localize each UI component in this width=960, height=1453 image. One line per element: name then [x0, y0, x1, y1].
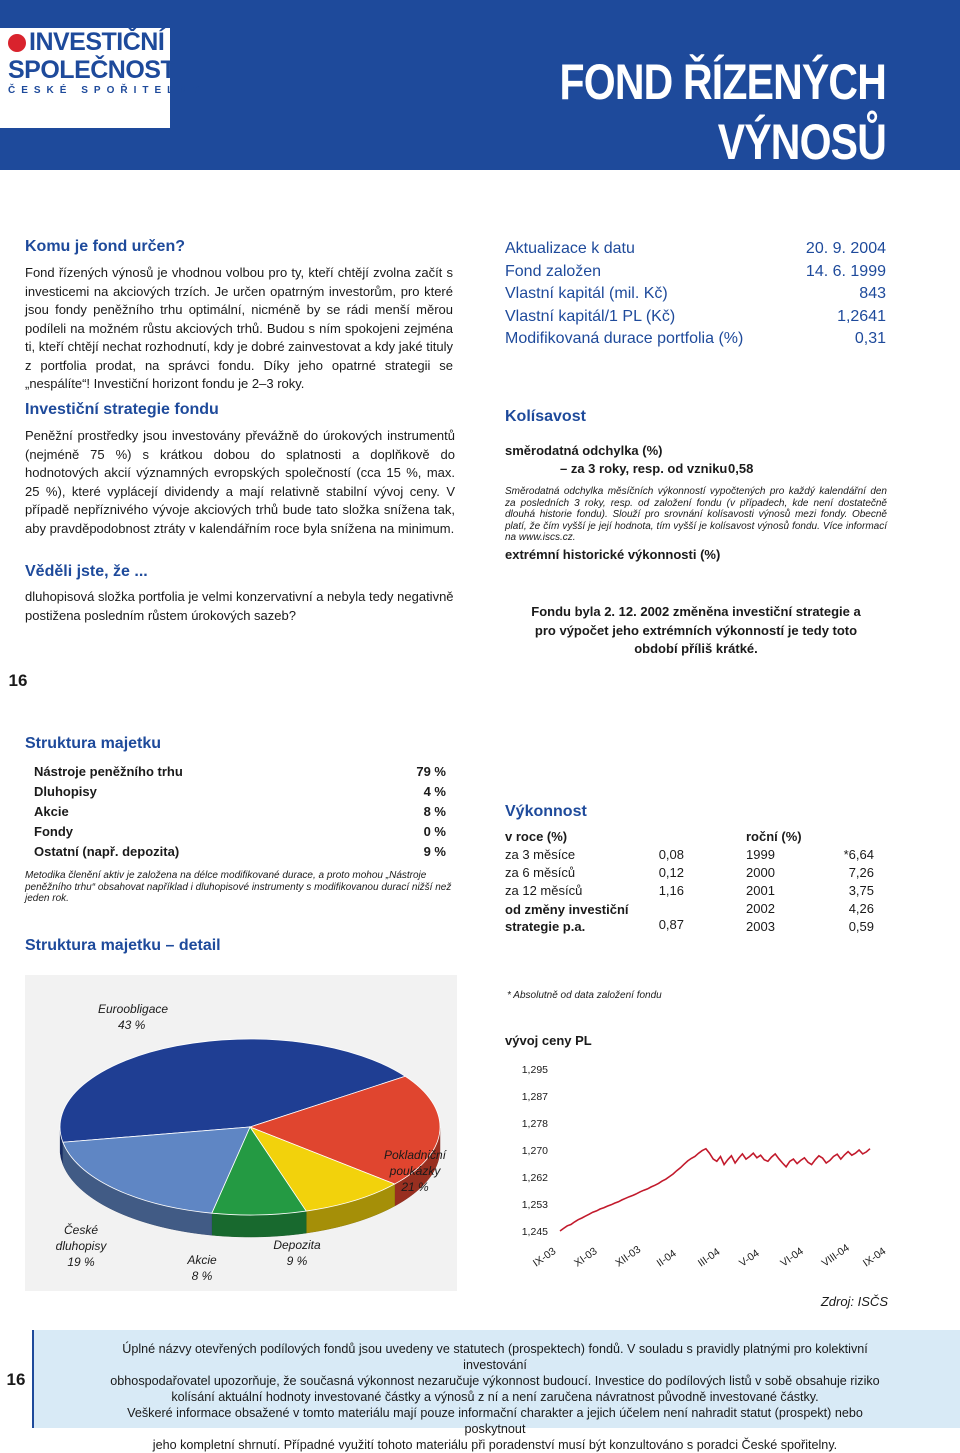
x-tick-label: XII-03 [613, 1243, 644, 1270]
pie-label-name: České [63, 1223, 98, 1237]
x-tick-label: VIII-04 [819, 1241, 852, 1270]
performance-heading: Výkonnost [505, 803, 587, 820]
allocation-heading: Struktura majetku [25, 735, 162, 752]
fact-value: 14. 6. 1999 [805, 262, 886, 280]
sd-value: 0,58 [728, 461, 754, 476]
fact-label: Fond založen [505, 262, 602, 280]
allocation-label: Dluhopisy [34, 784, 97, 799]
allocation-detail-heading: Struktura majetku – detail [25, 937, 221, 954]
pie-label-depozita [270, 1237, 324, 1269]
x-tick-label: IX-03 [530, 1245, 559, 1270]
allocation-table [34, 762, 446, 862]
fact-row [505, 261, 886, 284]
perf-year-value: *6,64 [843, 847, 874, 862]
fact-value: 1,2641 [837, 307, 886, 325]
page-number-box [0, 1330, 34, 1428]
allocation-label: Fondy [34, 824, 73, 839]
x-tick-label: IX-04 [860, 1245, 889, 1270]
logo-line3: ČESKÉ SPOŘITELNY [8, 85, 206, 96]
didyouknow-heading: Věděli jste, že ... [25, 563, 148, 580]
pie-label-pct: 8 % [191, 1269, 213, 1283]
x-tick-label: III-04 [695, 1245, 723, 1270]
fact-label: Modifikovaná durace portfolia (%) [505, 330, 744, 347]
fact-label: Vlastní kapitál (mil. Kč) [505, 285, 668, 302]
allocation-row [34, 842, 446, 862]
perf-footnote: * Absolutně od data založení fondu [507, 990, 662, 1001]
fact-value: 0,31 [854, 330, 886, 347]
pie-label-pct: 9 % [286, 1254, 308, 1268]
fact-label: Vlastní kapitál/1 PL (Kč) [505, 307, 676, 325]
logo-line2: SPOLEČNOST [8, 56, 176, 84]
perf-year: 1999 [746, 847, 775, 862]
perf-left-label: za 6 měsíců [505, 865, 576, 880]
y-tick-label: 1,245 [521, 1226, 548, 1238]
footer-line: kolísání aktuální hodnoty investované částky a výnosů z ní a není zaručena návratnost původně investované částky. [171, 1390, 819, 1404]
pie-label-pct: 21 % [401, 1180, 429, 1194]
y-tick-label: 1,253 [521, 1199, 548, 1211]
perf-since-change-l1: od změny investiční [505, 902, 629, 917]
pie-label-euroobligace [98, 1001, 168, 1033]
perf-since-change [505, 901, 629, 935]
allocation-row [34, 762, 446, 782]
pie-label-poukazky [376, 1147, 454, 1195]
footer-line: Úplné názvy otevřených podílových fondů jsou uvedeny ve statutech (prospektech) fondů. V souladu s pravidly platnými pro kolektivní investování [122, 1342, 868, 1372]
allocation-row [34, 822, 446, 842]
pie-label-name-2: poukázky [389, 1164, 441, 1178]
y-tick-label: 1,278 [521, 1118, 548, 1130]
fact-row [505, 328, 886, 351]
pie-label-ceske-dluhopisy [52, 1222, 110, 1270]
pie-label-name: Akcie [187, 1253, 217, 1267]
page-title: FOND ŘÍZENÝCH VÝNOSŮ [559, 54, 886, 170]
y-tick-label: 1,287 [521, 1091, 548, 1103]
price-chart [490, 1055, 890, 1280]
x-tick-label: VI-04 [778, 1245, 806, 1270]
pie-label-akcie [182, 1252, 222, 1284]
perf-year-value: 7,26 [848, 865, 874, 880]
perf-year: 2001 [746, 883, 775, 898]
x-tick-label: V-04 [737, 1247, 762, 1270]
perf-year: 2002 [746, 901, 775, 916]
sd-sub: – za 3 roky, resp. od vzniku [560, 461, 728, 476]
x-tick-label: XI-03 [572, 1245, 600, 1270]
allocation-value: 79 % [416, 764, 446, 779]
perf-since-change-value: 0,87 [658, 917, 684, 932]
perf-year-value: 4,26 [848, 901, 874, 916]
allocation-label: Akcie [34, 804, 69, 819]
footer-disclaimer [95, 1341, 895, 1453]
perf-year: 2003 [746, 919, 775, 934]
allocation-note: Metodika členění aktiv je založena na délce modifikované durace, a proto mohou „Nástroje peněžního trhu“ obsahovat například i dluhopisové instrumenty s modifikovanou durací nižší než jeden rok. [25, 870, 452, 904]
strategy-heading: Investiční strategie fondu [25, 401, 219, 418]
perf-left-label: za 3 měsíce [505, 847, 576, 862]
x-tick-label: II-04 [654, 1247, 679, 1270]
target-heading: Komu je fond určen? [25, 238, 185, 255]
strategy-text: Peněžní prostředky jsou investovány převážně do úrokových instrumentů (nejméně 75 %) s krátkou dobou do splatnosti a doplňkově do hodnotových akcií významných evropských společností (cca 15 %, max. 25 %), které vyplácejí dividendy a mají relativně stabilní vývoj ceny. V případě nepříznivého vývoje akciových trhů bude tato složka snížena tak, aby pravděpodobnost ztráty v kalendářním roce byla snížena na minimum. [25, 428, 455, 536]
y-tick-label: 1,270 [521, 1145, 548, 1157]
pie-label-name: Depozita [273, 1238, 321, 1252]
allocation-value: 0 % [423, 824, 446, 839]
logo-line1 [8, 28, 164, 56]
y-tick-label: 1,295 [521, 1064, 548, 1076]
perf-year: 2000 [746, 865, 775, 880]
page-number-top: 16 [8, 671, 28, 690]
perf-col1-header: v roce (%) [505, 829, 568, 844]
perf-year-value: 3,75 [848, 883, 874, 898]
logo-s-icon [8, 34, 26, 52]
pie-label-pct: 19 % [67, 1255, 95, 1269]
price-line [560, 1149, 870, 1231]
sd-label: směrodatná odchylka (%) [505, 443, 663, 458]
page-number: 16 [6, 1370, 26, 1389]
allocation-value: 8 % [423, 804, 446, 819]
perf-left-value: 1,16 [658, 883, 684, 898]
allocation-value: 9 % [423, 844, 446, 859]
allocation-label: Nástroje peněžního trhu [34, 764, 183, 779]
pie-label-name: Euroobligace [98, 1002, 169, 1016]
didyouknow-text: dluhopisová složka portfolia je velmi konzervativní a nebyla tedy negativně postižena posledním růstem úrokových sazeb? [25, 589, 454, 623]
fact-row [505, 306, 886, 329]
fund-facts [505, 238, 886, 351]
extreme-label: extrémní historické výkonnosti (%) [505, 547, 721, 562]
footer-line: jeho kompletní shrnutí. Případné využití tohoto materiálu při poradenství musí být konzultováno s poradci České spořitelny. [152, 1438, 838, 1452]
perf-left-value: 0,12 [658, 865, 684, 880]
volatility-heading: Kolísavost [505, 408, 586, 425]
pie-label-name: Pokladniční [383, 1148, 447, 1162]
allocation-row [34, 802, 446, 822]
allocation-row [34, 782, 446, 802]
fact-value: 20. 9. 2004 [805, 240, 886, 257]
logo-text-1: INVESTIČNÍ [29, 28, 165, 56]
chart-title: vývoj ceny PL [505, 1033, 592, 1048]
fact-row [505, 238, 886, 261]
extreme-text: Fondu byla 2. 12. 2002 změněna investiční strategie a pro výpočet jeho extrémních výkonností je tedy toto období příliš krátké. [531, 604, 861, 656]
fact-label: Aktualizace k datu [505, 240, 635, 257]
y-tick-label: 1,262 [521, 1172, 548, 1184]
fact-row [505, 283, 886, 306]
volatility-note: Směrodatná odchylka měsíčních výkonností vypočtených pro každý kalendářní den za posledních 3 roky, resp. od založení fondu (v případech, kde není dostatečně dlouhá historie fondu). Slouží pro srovnání kolísavosti výnosů mezi fondy. Obecně platí, že čím vyšší je její hodnota, tím vyšší je kolísavost výnosů fondu. Více informací na www.iscs.cz. [505, 486, 887, 543]
target-text: Fond řízených výnosů je vhodnou volbou pro ty, kteří chtějí zvolna začít s investicemi na akciových trzích. Je určen opatrným investorům, pro které jsou fondy peněžního trhu optimální, nicméně by se rádi menší měrou podíleli na možném růstu akciových trhů. Budou s ním spokojeni zejména ti, kteří chtějí nechat rozhodnutí, kdy je dobré zainvestovat a kdy jaké tituly z portfolia prodat, na správci fondu. Díky jeho opatrné strategii se „nespálíte“! Investiční horizont fondu je 2–3 roky. [25, 265, 453, 391]
perf-col2-header: roční (%) [746, 829, 802, 844]
allocation-label: Ostatní (např. depozita) [34, 844, 180, 859]
perf-left-label: za 12 měsíců [505, 883, 583, 898]
footer-line: obhospodařovatel upozorňuje, že současná výkonnost nezaručuje výkonnost budoucí. Investice do podílových listů v sobě obsahuje riziko [110, 1374, 880, 1388]
pie-label-pct: 43 % [118, 1018, 146, 1032]
footer-line: Veškeré informace obsažené v tomto materiálu mají pouze informační charakter a jejich účelem není nahradit statut (prospekt) nebo poskytnout [127, 1406, 863, 1436]
source-note: Zdroj: ISČS [820, 1294, 888, 1309]
perf-year-value: 0,59 [848, 919, 874, 934]
pie-label-name-2: dluhopisy [55, 1239, 107, 1253]
perf-left-value: 0,08 [658, 847, 684, 862]
allocation-value: 4 % [423, 784, 446, 799]
perf-since-change-l2: strategie p.a. [505, 919, 586, 934]
fact-value: 843 [859, 285, 886, 302]
